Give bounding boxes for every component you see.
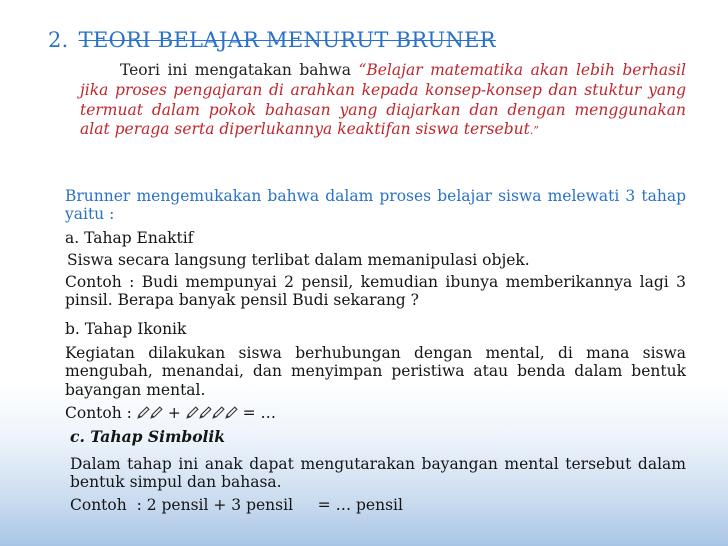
pencil-icon bbox=[186, 406, 199, 419]
ikonik-example bbox=[65, 404, 686, 422]
quote-end: .” bbox=[529, 124, 539, 138]
slide-title bbox=[48, 28, 708, 52]
title-number: 2. bbox=[48, 28, 69, 52]
title-text: TEORI BELAJAR MENURUT BRUNER bbox=[78, 28, 496, 52]
pencil-icon bbox=[199, 406, 212, 419]
pencil-icon bbox=[150, 406, 163, 419]
pencil-icon bbox=[137, 406, 150, 419]
quote-lead: Teori ini mengatakan bahwa bbox=[120, 61, 352, 79]
pencil-icon bbox=[212, 406, 225, 419]
ikonik-equals: = … bbox=[242, 404, 277, 422]
simbolik-heading: c. Tahap Simbolik bbox=[70, 427, 226, 446]
simbolik-example: Contoh : 2 pensil + 3 pensil = … pensil bbox=[70, 496, 403, 514]
pencil-icon bbox=[225, 406, 238, 419]
ikonik-example-label: Contoh : bbox=[65, 404, 132, 422]
enaktif-example: Contoh : Budi mempunyai 2 pensil, kemudian ibunya memberikannya lagi 3 pinsil. Berapa banyak pensil Budi sekarang ? bbox=[65, 273, 686, 310]
simbolik-description: Dalam tahap ini anak dapat mengutarakan bayangan mental tersebut dalam bentuk simpul dan bahasa. bbox=[70, 455, 686, 492]
enaktif-description: Siswa secara langsung terlibat dalam memanipulasi objek. bbox=[67, 251, 530, 269]
enaktif-heading: a. Tahap Enaktif bbox=[65, 229, 194, 247]
quote-text: “Belajar matematika akan lebih berhasil jika proses pengajaran di arahkan kepada konsep-konsep dan stuktur yang termuat dalam pokok bahasan yang diajarkan dan dengan menggunakan alat peraga serta diperlukannya keaktifan siswa tersebut bbox=[80, 61, 686, 139]
ikonik-heading: b. Tahap Ikonik bbox=[65, 320, 187, 338]
intro-paragraph: Brunner mengemukakan bahwa dalam proses belajar siswa melewati 3 tahap yaitu : bbox=[65, 187, 686, 224]
ikonik-description: Kegiatan dilakukan siswa berhubungan dengan mental, di mana siswa mengubah, menandai, dan menyimpan peristiwa atau benda dalam bentuk bayangan mental. bbox=[65, 344, 686, 399]
ikonik-plus: + bbox=[167, 404, 181, 422]
bruner-quote bbox=[80, 61, 686, 141]
